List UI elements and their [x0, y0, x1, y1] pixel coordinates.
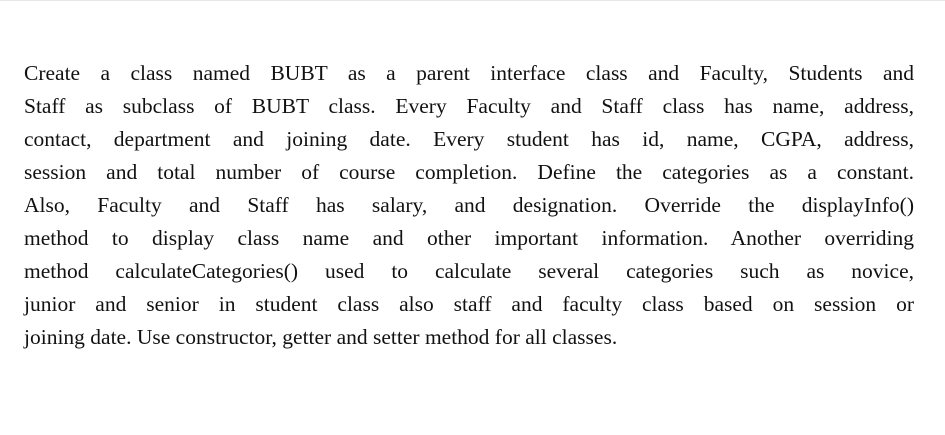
paragraph-line: Create a class named BUBT as a parent interface class and Faculty, Students and	[24, 61, 914, 85]
paragraph-line: Staff as subclass of BUBT class. Every Faculty and Staff class has name, address,	[24, 94, 914, 118]
paragraph-line: Also, Faculty and Staff has salary, and designation. Override the displayInfo()	[24, 193, 914, 217]
paragraph-line: junior and senior in student class also staff and faculty class based on session or	[24, 292, 914, 316]
paragraph-line: method calculateCategories() used to calculate several categories such as novice,	[24, 259, 914, 283]
paragraph-line: contact, department and joining date. Every student has id, name, CGPA, address,	[24, 127, 914, 151]
paragraph-line: method to display class name and other important information. Another overriding	[24, 226, 914, 250]
assignment-paragraph	[24, 57, 914, 354]
paragraph-line: joining date. Use constructor, getter and setter method for all classes.	[24, 325, 618, 349]
paragraph-line: session and total number of course completion. Define the categories as a constant.	[24, 160, 914, 184]
